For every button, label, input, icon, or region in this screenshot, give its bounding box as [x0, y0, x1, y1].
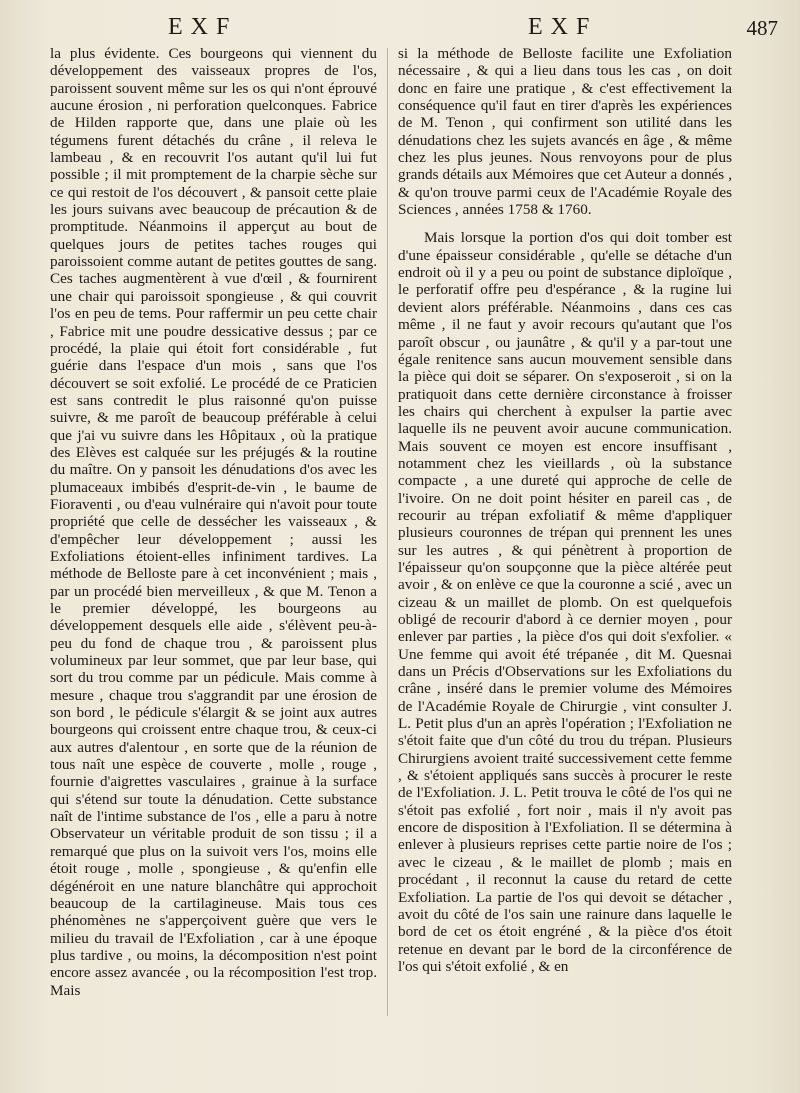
left-column	[50, 45, 377, 999]
header-left-word: EXF	[168, 14, 238, 40]
right-paragraph-1: si la méthode de Belloste facilite une Exfoliation nécessaire , & qui a lieu dans tous les cas , on doit donc en faire une pratique , & c'est effectivement la conséquence qu'il faut en tirer d'après les expériences de M. Tenon , qui confirment son utilité dans les dénudations chez les sujets avancés en âge , & même chez les plus jeunes. Nous renvoyons pour de plus grands détails aux Mémoires que cet Auteur a donnés , & qu'on trouve parmi ceux de l'Académie Royale des Sciences , années 1758 & 1760.	[398, 45, 732, 219]
header-right-word: EXF	[528, 14, 598, 40]
column-divider	[387, 48, 388, 1016]
left-paragraph-1: la plus évidente. Ces bourgeons qui viennent du développement des vaisseaux propres de l'os, paroissent souvent même sur les os qui n'ont éprouvé aucune érosion , ni perforation quelconques. Fabrice de Hilden rapporte que, dans une plaie où les tégumens furent détachés du crâne , il releva le lambeau , & en recouvrit l'os autant qu'il lui fut possible ; il mit promptement de la charpie sèche sur ce qui restoit de l'os découvert , & pansoit cette plaie les jours suivans avec beaucoup de précaution & de promptitude. Néanmoins il apperçut au bout de quelques jours de petites taches rouges qui paroissoient comme autant de petites gouttes de sang. Ces taches augmentèrent à vue d'œil , & fournirent une chair qui paroissoit spongieuse , & qui couvrit l'os en peu de tems. Pour raffermir un peu cette chair , Fabrice mit une poudre dessicative dessus ; par ce procédé, la plaie qui étoit fort considérable , fut guérie dans l'espace d'un mois , sans que l'os découvert se soit exfolié. Le procédé de ce Praticien est sans contredit le plus raisonné qu'on puisse suivre, & me paroît de beaucoup préférable à celui que j'ai vu suivre dans les Hôpitaux , où la pratique des Elèves est calquée sur les préjugés & la routine du maître. On y pansoit les dénudations d'os avec les plumaceaux imbibés d'esprit-de-vin , le baume de Fioraventi , ou d'eau vulnéraire qui n'avoit pour toute propriété que celle de dessécher les vaisseaux , & d'empêcher leur développement ; aussi les Exfoliations étoient-elles infiniment tardives. La méthode de Belloste pare à cet inconvénient ; mais , par un procédé bien merveilleux , & que M. Tenon a le premier développé, les bourgeons au développement desquels elle aide , s'élèvent peu-à-peu du fond de chaque trou , & paroissent plus volumineux par leur sommet, que par leur base, qui sort du trou comme par un pédicule. Mais comme à mesure , chaque trou s'aggrandit par une érosion de son bord , le pédicule s'élargit & se joint aux autres bourgeons qui croissent entre chaque trou, & ceux-ci aux autres d'alentour , en sorte que de la réunion de tous naît une espèce de couverte , molle , rouge , fournie d'aigrettes vasculaires , grainue à la surface qui s'étend sur toute la dénudation. Cette substance naît de l'intime substance de l'os , elle a paru à notre Observateur un véritable produit de son tissu ; il a remarqué que plus on la suivoit vers l'os, moins elle étoit rouge , molle , spongieuse , & qu'enfin elle dégénéroit en une nature blanchâtre qui approchoit beaucoup de la cartilagineuse. Mais tous ces phénomènes ne s'apperçoivent guère que vers le milieu du travail de l'Exfoliation , car à une époque plus tardive , ou moins, la décomposition n'est point encore assez avancée , ou la récomposition l'est trop. Mais	[50, 45, 377, 999]
right-paragraph-2: Mais lorsque la portion d'os qui doit tomber est d'une épaisseur considérable , qu'elle se détache d'un endroit où il y a peu ou point de substance diploïque , le perforatif offre peu d'espérance , & la rugine lui devient alors préférable. Néanmoins , dans ces cas même , il ne faut y avoir recours qu'autant que l'os paroît obscur , ou jaunâtre , & qu'il y a par-tout une égale renitence sans aucun mouvement sensible dans la pièce qui doit se séparer. On s'exposeroit , si on la pratiquoit dans cette dernière circonstance à froisser les chairs qui cherchent à expulser la partie avec laquelle ils ne peuvent avoir aucune communication. Mais souvent ce moyen est encore insuffisant , notamment chez les vieillards , où la substance compacte , a une dureté qui approche de celle de l'ivoire. On ne doit point hésiter en pareil cas , de recourir au trépan exfoliatif & même d'appliquer plusieurs couronnes de trépan qui prennent les unes sur les autres , & qui pénètrent à proportion de l'épaisseur qu'on soupçonne que la pièce altérée peut avoir , & on enlève ce que la couronne a scié , avec un cizeau & un maillet de plomb. On est quelquefois obligé de recourir d'abord à ce dernier moyen , pour enlever par parties , la pièce d'os qui doit s'exfolier. « Une femme qui avoit été trépanée , dit M. Quesnai dans un Précis d'Observations sur les Exfoliations du crâne , inséré dans le premier volume des Mémoires de l'Académie Royale de Chirurgie , vint consulter J. L. Petit plus d'un an après l'opération ; l'Exfoliation ne s'étoit faite que d'un côté du trou du trépan. Plusieurs Chirurgiens avoient traité successivement cette femme , & s'étoient appliqués sans succès à procurer le reste de l'Exfoliation. J. L. Petit trouva le côté de l'os qui ne s'étoit pas exfolié , fort noir , mais il n'y avoit pas encore de disposition à l'Exfoliation. Il se détermina à enlever à plusieurs reprises cette partie noire de l'os ; avec le cizeau , & le maillet de plomb ; mais en procédant , il reconnut la cause du retard de cette Exfoliation. La partie de l'os qui devoit se détacher , avoit du côté de l'os sain une rainure dans laquelle le bord de cet os étoit engréné , & la pièce d'os étoit retenue en devant par le bord de la circonférence de l'os qui s'étoit exfolié , & en	[398, 229, 732, 975]
right-column	[398, 45, 732, 975]
running-header	[0, 14, 800, 44]
page-number: 487	[746, 16, 778, 40]
